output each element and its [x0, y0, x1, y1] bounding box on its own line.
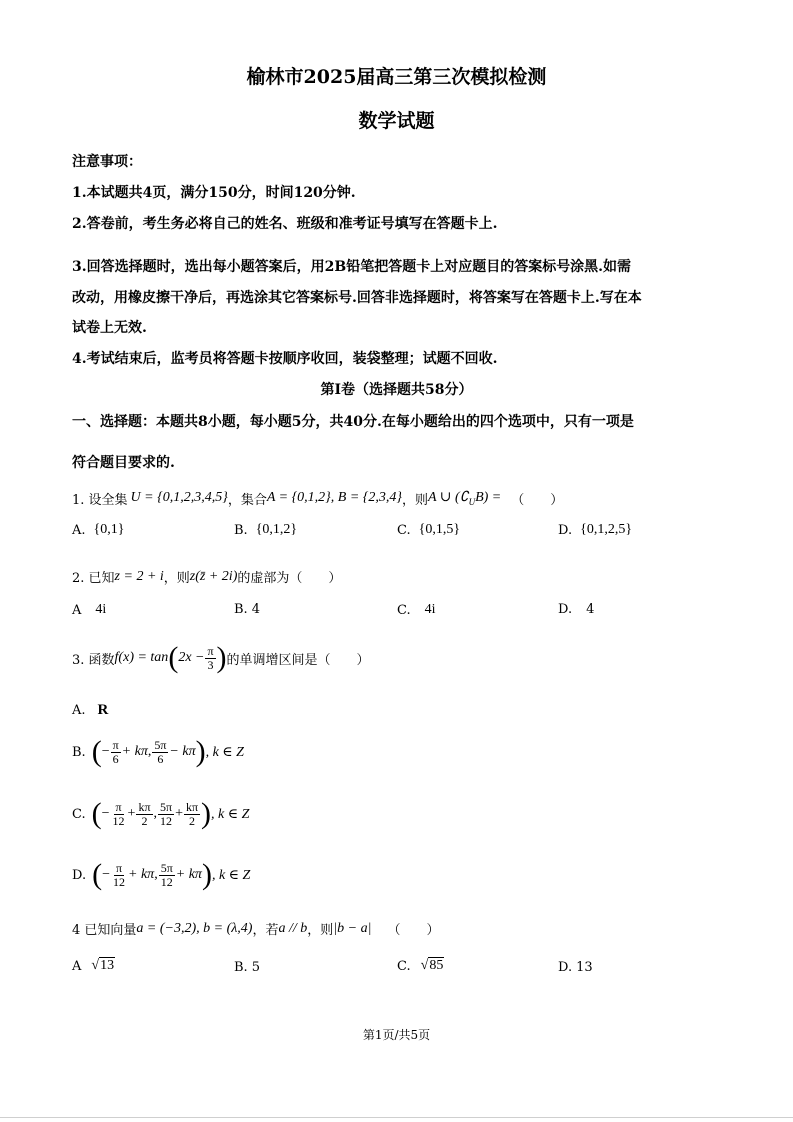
q2-option-a: A 4i [72, 602, 107, 618]
page-footer: 第1页/共5页 [362, 1028, 431, 1042]
q3-option-b: B. ( − $\frac{\pi}{6}$ + kπ , $\frac{5\pi}{6}$ − kπ ) , k ∈ Z [72, 735, 244, 768]
q1-answer-blank: （ ） [511, 492, 564, 508]
q3-prefix: 3. 函数 [72, 652, 115, 668]
q1-expression: A ∪ $(∁_UB)$ = [427, 490, 502, 507]
q2-mid: ，则 [163, 571, 190, 586]
page-title: 榆林市2025届高三第三次模拟检测 [246, 66, 547, 88]
section-instruction-line2: 符合题目要求的. [72, 455, 175, 471]
question-2 [72, 567, 341, 586]
notice-item-3-line2: 改动，用橡皮擦干净后，再选涂其它答案标号.回答非选择题时，将答案写在答题卡上.写在本 [72, 290, 642, 306]
q4-prefix: 4 已知向量 [72, 923, 137, 938]
notice-item-3-line3: 试卷上无效. [72, 320, 147, 336]
notice-heading: 注意事项： [72, 154, 142, 170]
question-1 [72, 484, 563, 512]
question-4 [72, 919, 439, 938]
q1-mid: ，集合 [227, 492, 267, 508]
q4-option-b: B. 5 [234, 960, 260, 975]
q2-option-c: C. 4i [397, 602, 436, 618]
q1-option-b: B. {0,1,2} [234, 522, 298, 538]
q1-universal-set: U = {0,1,2,3,4,5} [130, 490, 228, 505]
q4-option-d: D. 13 [558, 960, 593, 975]
question-3: 3. 函数 f(x) = tan ( 2x − $\frac{\pi}{3}$ ) 的单调增区间是（ ） [72, 641, 370, 674]
page-subtitle: 数学试题 [358, 110, 435, 132]
q4-expression: |b − a| [333, 920, 372, 936]
q2-option-d: D. 4 [558, 602, 595, 617]
q2-suffix: 的虚部为（ ） [237, 571, 342, 586]
q4-option-c: C. √85 [397, 958, 444, 974]
q3-option-a: A. R [72, 702, 109, 718]
q3-option-c: C. ( − $\frac{\pi}{12}$ + $\frac{k\pi}{2}$ , $\frac{5\pi}{12}$ + $\frac{k\pi}{2}$ ) , k ∈ Z [72, 797, 250, 830]
q1-option-c: C. {0,1,5} [397, 522, 461, 538]
q2-z: z = 2 + i [114, 568, 164, 584]
q4-cond: ，若 [252, 923, 279, 938]
q1-option-a: A. {0,1} [72, 522, 125, 538]
notice-item-2: 2.答卷前，考生务必将自己的姓名、班级和准考证号填写在答题卡上. [72, 216, 498, 232]
q3-suffix: 的单调增区间是（ ） [226, 652, 370, 668]
q4-option-a: A √13 [72, 958, 115, 974]
notice-item-3-line1: 3.回答选择题时，选出每小题答案后，用2B铅笔把答题卡上对应题目的答案标号涂黑.如需 [72, 259, 632, 275]
q4-parallel: a // b [278, 920, 308, 936]
section-title: 第I卷（选择题共58分） [320, 382, 473, 398]
q2-option-b: B. 4 [234, 602, 260, 617]
q2-prefix: 2. 已知 [72, 571, 115, 586]
q4-then: ，则 [307, 923, 334, 938]
q4-vectors: a = (−3,2), b = (λ,4) [136, 920, 253, 936]
q1-then: ，则 [401, 492, 428, 508]
notice-item-1: 1.本试题共4页，满分150分，时间120分钟. [72, 185, 356, 201]
section-instruction-line1: 一、选择题：本题共8小题，每小题5分，共40分.在每小题给出的四个选项中，只有一项是 [72, 414, 634, 430]
q2-expression: z(z̄ + 2i) [189, 568, 238, 584]
q1-prefix: 1. 设全集 [72, 492, 128, 508]
q3-function: f(x) = tan [114, 650, 169, 665]
notice-item-4: 4.考试结束后，监考员将答题卡按顺序收回，装袋整理；试题不回收. [72, 351, 498, 367]
q1-option-d: D. {0,1,2,5} [558, 522, 633, 538]
q3-option-d: D. ( − $\frac{\pi}{12}$ + kπ , $\frac{5\pi}{12}$ + kπ ) , k ∈ Z [72, 858, 251, 891]
q1-sets-ab: A = {0,1,2}, B = {2,3,4} [266, 490, 402, 505]
q4-answer-blank: （ ） [387, 923, 440, 938]
page-bottom-border [0, 1117, 793, 1118]
